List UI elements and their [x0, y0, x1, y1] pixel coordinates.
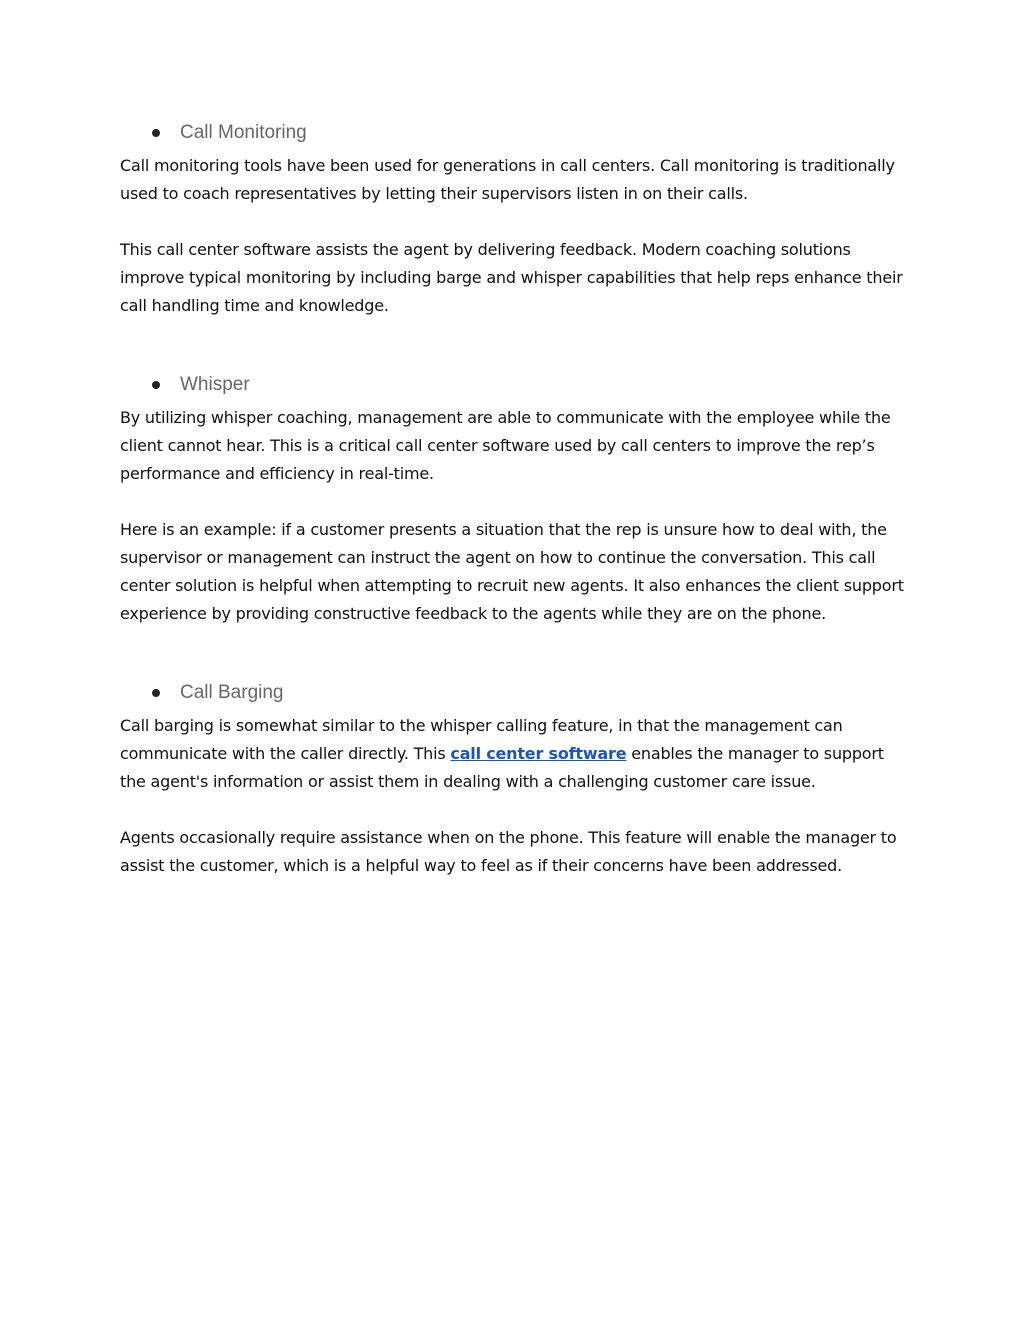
section-heading [152, 678, 910, 708]
section-heading-text: Call Monitoring [180, 122, 307, 143]
section-whisper [120, 370, 910, 628]
section-heading [152, 118, 910, 148]
paragraph: Agents occasionally require assistance when on the phone. This feature will enable the manager to assist the customer, which is a helpful way to feel as if their concerns have been addressed. [120, 828, 897, 875]
bullet-icon [152, 129, 160, 137]
paragraph-text-before-link: Call barging is somewhat similar to the whisper calling feature, in that the management can communicate with the caller directly. This [120, 716, 843, 763]
section-heading-text: Call Barging [180, 682, 284, 703]
section-heading-text: Whisper [180, 374, 250, 395]
paragraph: This call center software assists the agent by delivering feedback. Modern coaching solutions improve typical monitoring by including barge and whisper capabilities that help reps enhance their call handling time and knowledge. [120, 240, 903, 315]
document-content [120, 118, 910, 880]
section-heading [152, 370, 910, 400]
paragraph: By utilizing whisper coaching, management are able to communicate with the employee while the client cannot hear. This is a critical call center software used by call centers to improve the rep’s performance and efficiency in real-time. [120, 408, 891, 483]
paragraph: Here is an example: if a customer presents a situation that the rep is unsure how to deal with, the supervisor or management can instruct the agent on how to continue the conversation. This call center solution is helpful when attempting to recruit new agents. It also enhances the client support experience by providing constructive feedback to the agents while they are on the phone. [120, 520, 904, 623]
paragraph-text-after-link: enables the manager to support the agent's information or assist them in dealing with a challenging customer care issue. [120, 744, 884, 791]
paragraph: Call monitoring tools have been used for generations in call centers. Call monitoring is traditionally used to coach representatives by letting their supervisors listen in on their calls. [120, 156, 895, 203]
bullet-icon [152, 689, 160, 697]
bullet-icon [152, 381, 160, 389]
section-call-monitoring [120, 118, 910, 320]
call-center-software-link[interactable]: call center software [450, 744, 627, 763]
section-call-barging [120, 678, 910, 880]
paragraph-with-link [120, 712, 910, 796]
